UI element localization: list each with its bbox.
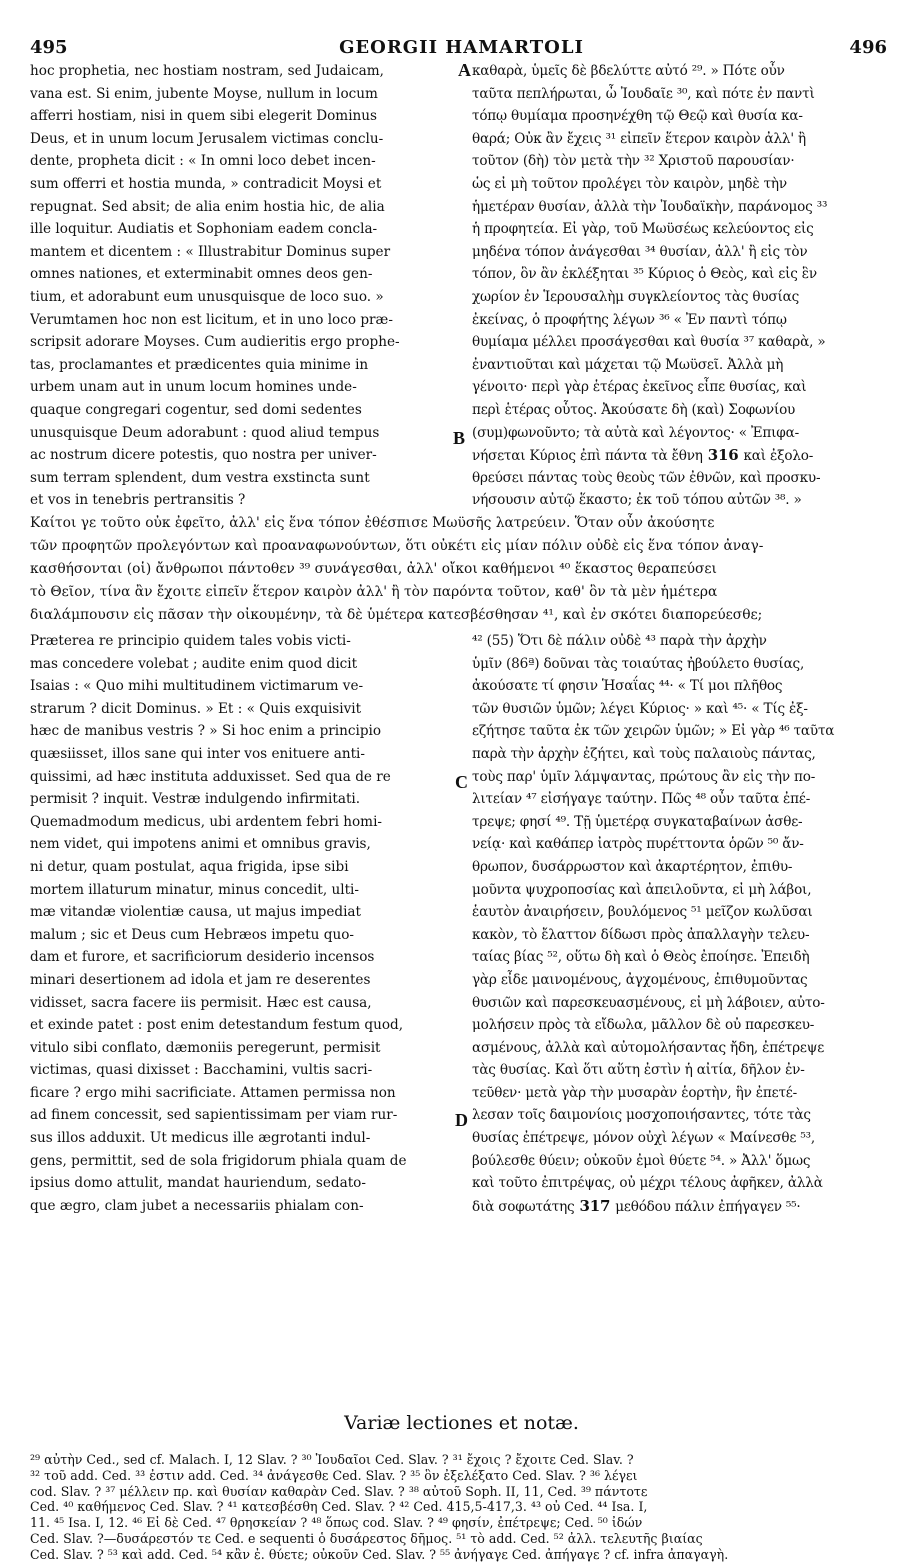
text-line: unusquisque Deum adorabunt : quod aliud tempus [30, 424, 380, 441]
text-line: μηδένα τόπον ἀνάγεσθαι ³⁴ θυσίαν, ἀλλ' ἢ εἰς τὸν [472, 243, 808, 260]
text-line: quæsiisset, illos sane qui inter vos enituere anti- [30, 745, 365, 762]
text-line: τόπῳ θυμίαμα προσηνέχθη τῷ Θεῷ καὶ θυσία κα- [472, 108, 803, 125]
text-line: ασμένους, ἀλλὰ καὶ αὐτομολήσαντας ἤδη, ἐπέτρεψε [472, 1039, 825, 1056]
text-line: ille loquitur. Audiatis et Sophoniam eadem concla- [30, 221, 378, 238]
section-marker-c: C [455, 772, 468, 792]
text-line: θαρά; Οὐκ ἂν ἔχεις ³¹ εἰπεῖν ἕτερον καιρὸν ἀλλ' ἢ [472, 130, 806, 147]
text-line: 11. ⁴⁵ Isa. I, 12. ⁴⁶ Εἰ δὲ Ced. ⁴⁷ θρησκείαν ? ⁴⁸ ὅπως cod. Slav. ? ⁴⁹ φησίν, ἐπέτρεψε; Ced. ⁵⁰ ἰδών [30, 1515, 643, 1531]
text-line: et exinde patet : post enim detestandum festum quod, [30, 1017, 404, 1034]
latin-column-top [30, 60, 464, 512]
text-line: permisit ? inquit. Vestræ indulgendo infirmitati. [30, 791, 361, 808]
text-line: μολήσειν πρὸς τὰ εἴδωλα, μᾶλλον δὲ οὐ παρεσκευ- [472, 1017, 815, 1034]
text-line: γένοιτο· περὶ γὰρ ἑτέρας ἐκεῖνος εἶπε θυσίας, καὶ [472, 379, 807, 396]
text-line: νήσεται Κύριος ἐπὶ πάντα τὰ ἔθνη 316 καὶ ἐξολο- [472, 446, 814, 465]
section-marker-a: A [458, 60, 471, 80]
text-line: que ægro, clam jubet a necessariis phialam con- [30, 1197, 364, 1214]
text-line: mantem et dicentem : « Illustrabitur Dominus super [30, 243, 391, 260]
text-line: ³² τοῦ add. Ced. ³³ ἐστιν add. Ced. ³⁴ ἀνάγεσθε Ced. Slav. ? ³⁵ ὃν ἐξελέξατο Ced. Slav. ? ³⁶ λέγει [30, 1467, 638, 1483]
text-line: urbem unam aut in unum locum homines unde- [30, 379, 357, 396]
greek-column-bottom [472, 630, 894, 1217]
text-line: ac nostrum dicere potestis, quo nostra per univer- [30, 447, 377, 464]
text-line-tail: μεθόδου πάλιν ἐπήγαγεν ⁵⁵· [615, 1198, 801, 1215]
text-line: ²⁹ αὐτὴν Ced., sed cf. Malach. I, 12 Slav. ? ³⁰ Ἰουδαῖοι Ced. Slav. ? ³¹ ἔχοις ? ἔχοιτε Ced. Slav. ? [30, 1452, 634, 1467]
inline-page-number: 317 [574, 1196, 616, 1215]
text-line: θρεύσει πάντας τοὺς θεοὺς τῶν ἐθνῶν, καὶ προσκυ- [472, 469, 821, 486]
section-marker-b: B [453, 428, 466, 448]
latin-column-bottom [30, 630, 464, 1217]
text-line: sus illos adduxit. Ut medicus ille ægrotanti indul- [30, 1130, 371, 1147]
section-marker-d: D [455, 1110, 468, 1130]
text-line: malum ; sic et Deus cum Hebræos impetu quo- [30, 926, 354, 943]
text-line: ἡ προφητεία. Εἰ γὰρ, τοῦ Μωϋσέως κελεύοντος εἰς [472, 221, 814, 238]
text-line: (συμ)φωνοῦντο; τὰ αὐτὰ καὶ λέγοντος· « Ἐπιφα- [472, 424, 799, 441]
text-line: θυσιῶν καὶ παρεσκευασμένους, εἰ μὴ λάβοιεν, αὐτο- [472, 994, 825, 1011]
text-line: mas concedere volebat ; audite enim quod dicit [30, 655, 358, 672]
text-line: quaque congregari cogentur, sed domi sedentes [30, 401, 362, 418]
text-line: repugnat. Sed absit; de alia enim hostia hic, de alia [30, 198, 385, 215]
text-line: διὰ σοφωτάτης 317 μεθόδου πάλιν ἐπήγαγεν ⁵⁵· [472, 1196, 801, 1215]
text-line: vana est. Si enim, jubente Moyse, nullum in locum [30, 85, 378, 102]
text-line: dente, propheta dicit : « In omni loco debet incen- [30, 153, 376, 170]
greek-column-top [472, 60, 894, 512]
text-line: Ced. ⁴⁰ καθήμενος Ced. Slav. ? ⁴¹ κατεσβέσθη Ced. Slav. ? ⁴² Ced. 415,5-417,3. ⁴³ οὐ Ced. ⁴⁴ Isa. I, [30, 1499, 648, 1515]
text-line: θυμίαμα μέλλει προσάγεσθαι καὶ θυσία ³⁷ καθαρὰ, » [472, 334, 826, 351]
text-line: Verumtamen hoc non est licitum, et in uno loco præ- [30, 311, 393, 328]
text-line: τὸ Θεῖον, τίνα ἂν ἔχοιτε εἰπεῖν ἕτερον καιρὸν ἀλλ' ἢ τὸν παρόντα τοῦτον, καθ' ὃν τὰ μὲν ἡμέτερα [30, 584, 718, 600]
text-line: Isaias : « Quo mihi multitudinem victimarum ve- [30, 678, 364, 695]
text-line: cod. Slav. ? ³⁷ μέλλειν πρ. καὶ θυσίαν καθαρὰν Ced. Slav. ? ³⁸ αὐτοῦ Soph. II, 11, Ced. ³⁹ πάντοτε [30, 1483, 648, 1499]
text-line: ἐκείνας, ὁ προφήτης λέγων ³⁶ « Ἐν παντὶ τόπῳ [472, 311, 787, 328]
text-line: et vos in tenebris pertransitis ? [30, 492, 246, 509]
text-line: θρωπον, δυσάρρωστον καὶ ἀκαρτέρητον, ἐπιθυ- [472, 858, 793, 875]
text-line: ἑαυτὸν ἀναιρήσειν, βουλόμενος ⁵¹ μεῖζον κωλῦσαι [472, 904, 813, 921]
text-line: θυσίας ἐπέτρεψε, μόνον οὐχὶ λέγων « Μαίνεσθε ⁵³, [472, 1130, 816, 1147]
text-line: dam et furore, et sacrificiorum desiderio incensos [30, 949, 375, 966]
text-line: γὰρ εἶδε μαινομένους, ἀγχομένους, ἐπιθυμοῦντας [472, 971, 808, 988]
text-line: ad finem concessit, sed sapientissimam per viam rur- [30, 1107, 398, 1124]
text-line: νείᾳ· καὶ καθάπερ ἰατρὸς πυρέττοντα ὁρῶν ⁵⁰ ἄν- [472, 836, 804, 853]
text-line: hæc de manibus vestris ? » Si hoc enim a principio [30, 723, 382, 740]
running-title: GEORGII HAMARTOLI [339, 37, 584, 58]
text-line: Deus, et in unum locum Jerusalem victimas conclu- [30, 130, 384, 147]
text-line: quissimi, ad hæc instituta adduxisset. Sed qua de re [30, 768, 391, 785]
text-line: βούλεσθε θύειν; οὐκοῦν ἐμοὶ θύετε ⁵⁴. » Ἀλλ' ὅμως [472, 1152, 811, 1169]
text-line: gens, permittit, sed de sola frigidorum phiala quam de [30, 1152, 407, 1169]
text-line: mæ vitandæ violentiæ causa, ut majus impediat [30, 904, 362, 921]
text-line: περὶ ἑτέρας οὗτος. Ἀκούσατε δὴ (καὶ) Σοφωνίου [472, 401, 796, 418]
text-line: omnes nationes, et exterminabit omnes deos gen- [30, 266, 373, 283]
text-line: ἡμετέραν θυσίαν, ἀλλὰ τὴν Ἰουδαϊκὴν, παράνομος ³³ [472, 198, 828, 215]
text-line: nem videt, qui impotens animi et omnibus gravis, [30, 836, 371, 853]
text-line: τοὺς παρ' ὑμῖν λάμψαντας, πρώτους ἂν εἰς τὴν πο- [472, 768, 816, 785]
text-line: Ced. Slav. ?—δυσάρεστόν τε Ced. e sequenti ὁ δυσάρεστος δῆμος. ⁵¹ τὸ add. Ced. ⁵² ἀλλ. τελευτῆς βιαίας [30, 1530, 703, 1546]
text-line: mortem illaturum minatur, minus concedit, ulti- [30, 881, 359, 898]
text-line: διαλάμπουσιν εἰς πᾶσαν τὴν οἰκουμένην, τὰ δὲ ὑμέτερα κατεσβέσθησαν ⁴¹, καὶ ἐν σκότει διαπορεύεσθε; [30, 607, 763, 623]
text-line: ni detur, quam postulat, aqua frigida, ipse sibi [30, 858, 349, 875]
text-line: τόπον, ὃν ἂν ἐκλέξηται ³⁵ Κύριος ὁ Θεὸς, καὶ εἰς ἓν [472, 266, 817, 283]
text-line: Quemadmodum medicus, ubi ardentem febri homi- [30, 813, 383, 830]
text-line: ἐναντιοῦται καὶ μάχεται τῷ Μωϋσεῖ. Ἀλλὰ μὴ [472, 356, 784, 373]
text-line: μοῦντα ψυχροποσίας καὶ ἀπειλοῦντα, εἰ μὴ λάβοι, [472, 881, 812, 898]
text-line: minari desertionem ad idola et jam re deserentes [30, 971, 371, 988]
text-line: tium, et adorabunt eum unusquisque de loco suo. » [30, 288, 384, 305]
text-line: hoc prophetia, nec hostiam nostram, sed Judaicam, [30, 63, 384, 79]
text-line: κακὸν, τὸ ἔλαττον δίδωσι πρὸς ἀπαλλαγὴν τελευ- [472, 926, 810, 943]
text-line: ficare ? ergo mihi sacrificiate. Attamen permissa non [30, 1084, 396, 1101]
text-line: τοῦτον (δὴ) τὸν μετὰ τὴν ³² Χριστοῦ παρουσίαν· [472, 153, 795, 170]
text-line: Ced. Slav. ? ⁵³ καὶ add. Ced. ⁵⁴ κἂν ἐ. θύετε; οὐκοῦν Ced. Slav. ? ⁵⁵ ἀνήγαγε Ced. ἀπήγαγε ? cf. infra ἀπαγαγὴ. [30, 1546, 729, 1562]
page-number-right: 496 [849, 37, 887, 58]
text-line: sum offerri et hostia munda, » contradicit Moysi et [30, 175, 382, 192]
text-line: παρὰ τὴν ἀρχὴν ἐζήτει, καὶ τοὺς παλαιοὺς πάντας, [472, 745, 816, 762]
text-line: κασθήσονται (οἱ) ἄνθρωποι πάντοθεν ³⁹ συνάγεσθαι, ἀλλ' οἴκοι καθήμενοι ⁴⁰ ἕκαστος θεραπεύσει [30, 561, 717, 577]
text-line: ταῦτα πεπλήρωται, ὦ Ἰουδαῖε ³⁰, καὶ πότε ἐν παντὶ [472, 85, 815, 102]
text-line: νήσουσιν αὐτῷ ἕκαστο; ἐκ τοῦ τόπου αὐτῶν ³⁸. » [472, 492, 802, 509]
text-line: εζήτησε ταῦτα ἐκ τῶν χειρῶν ὑμῶν; » Εἰ γὰρ ⁴⁶ ταῦτα [472, 723, 835, 740]
text-line: τεῦθεν· μετὰ γὰρ τὴν μυσαρὰν ἑορτὴν, ἣν ἐπετέ- [472, 1084, 798, 1101]
text-line-tail: καὶ ἐξολο- [743, 448, 814, 465]
text-line: ὡς εἰ μὴ τοῦτον προλέγει τὸν καιρὸν, μηδὲ τὴν [472, 175, 787, 192]
text-line: afferri hostiam, nisi in quem sibi elegerit Dominus [30, 108, 378, 125]
text-line: vidisset, sacra facere iis permisit. Hæc est causa, [30, 994, 372, 1011]
text-line: ἀκούσατε τί φησιν Ἡσαΐας ⁴⁴· « Τί μοι πλῆθος [472, 678, 783, 695]
text-line: vitulo sibi conflato, dæmoniis peregerunt, permisit [30, 1039, 381, 1056]
text-line: τὰς θυσίας. Καὶ ὅτι αὕτη ἐστὶν ἡ αἰτία, δῆλον ἐν- [472, 1062, 805, 1079]
text-line: χωρίον ἐν Ἱερουσαλὴμ συγκλείοντος τὰς θυσίας [472, 288, 800, 305]
text-line: Præterea re principio quidem tales vobis victi- [30, 633, 351, 649]
text-line: strarum ? dicit Dominus. » Et : « Quis exquisivit [30, 700, 362, 717]
notes-heading: Variæ lectiones et notæ. [344, 1412, 579, 1434]
greek-full-width-paragraph [30, 512, 894, 627]
text-line: καὶ τοῦτο ἐπιτρέψας, οὐ μέχρι τέλους ἀφῆκεν, ἀλλὰ [472, 1175, 823, 1192]
text-line: ταίας βίας ⁵², οὕτω δὴ καὶ ὁ Θεὸς ἐποίησε. Ἐπειδὴ [472, 949, 810, 966]
text-line: τῶν προφητῶν προλεγόντων καὶ προαναφωνούντων, ὅτι οὐκέτι εἰς μίαν πόλιν οὐδὲ εἰς ἕνα τόπον ἀναγ- [30, 538, 764, 554]
text-line: tas, proclamantes et prædicentes quia minime in [30, 356, 369, 373]
text-line: ὑμῖν (86ª) δοῦναι τὰς τοιαύτας ἠβούλετο θυσίας, [472, 655, 805, 672]
text-line: τρεψε; φησί ⁴⁹. Τῇ ὑμετέρᾳ συγκαταβαίνων ἀσθε- [472, 813, 803, 830]
page-number-left: 495 [30, 37, 68, 58]
text-line: sum terram splendent, dum vestra exstincta sunt [30, 469, 370, 486]
text-line: victimas, quasi dixisset : Bacchamini, vultis sacri- [30, 1062, 373, 1079]
text-line: scripsit adorare Moyses. Cum audieritis ergo prophe- [30, 334, 400, 351]
text-line: Καίτοι γε τοῦτο οὐκ ἐφεῖτο, ἀλλ' εἰς ἕνα τόπον ἐθέσπισε Μωϋσῆς λατρεύειν. Ὅταν οὖν ἀκούσητε [30, 515, 715, 531]
inline-page-number: 316 [702, 446, 744, 465]
text-line: ipsius domo attulit, mandat hauriendum, sedato- [30, 1175, 366, 1192]
text-line: τῶν θυσιῶν ὑμῶν; λέγει Κύριος· » καὶ ⁴⁵· « Τίς ἐξ- [472, 700, 808, 717]
variant-notes [30, 1452, 894, 1563]
text-line: λεσαν τοῖς δαιμονίοις μοσχοποιήσαντες, τότε τὰς [472, 1107, 811, 1124]
text-line: λιτείαν ⁴⁷ εἰσήγαγε ταύτην. Πῶς ⁴⁸ οὖν ταῦτα ἐπέ- [472, 791, 811, 808]
text-line: καθαρὰ, ὑμεῖς δὲ βδελύττε αὐτό ²⁹. » Πότε οὖν [472, 63, 785, 79]
text-line: ⁴² (55) Ὅτι δὲ πάλιν οὐδὲ ⁴³ παρὰ τὴν ἀρχὴν [472, 633, 767, 649]
